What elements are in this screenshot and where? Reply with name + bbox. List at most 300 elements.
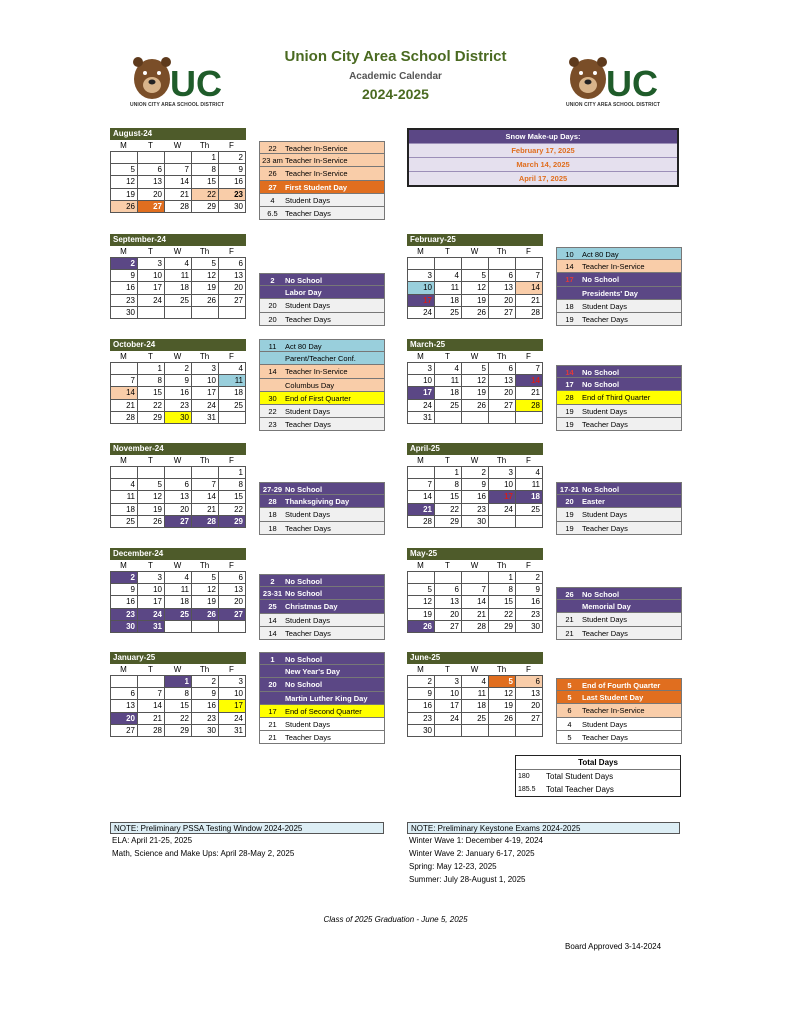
day-cell: 20	[111, 713, 138, 725]
day-cell	[192, 621, 219, 633]
legend-row	[259, 495, 385, 508]
day-cell: 17	[138, 596, 165, 608]
day-cell: 2	[111, 258, 138, 270]
legend-date: 14	[565, 262, 574, 272]
week-row	[408, 387, 543, 399]
day-cell: 25	[435, 307, 462, 319]
week-row	[111, 700, 246, 712]
legend-label: No School	[285, 276, 323, 285]
day-cell: 13	[516, 688, 543, 700]
snow-title: Snow Make-up Days:	[409, 130, 677, 143]
legend-date: 23-31	[262, 589, 283, 599]
legend-row	[556, 313, 682, 326]
day-cell: 3	[489, 467, 516, 479]
day-cell: 4	[435, 270, 462, 282]
day-cell: 18	[516, 491, 543, 503]
day-cell: 3	[435, 676, 462, 688]
day-cell: 27	[435, 621, 462, 633]
day-cell	[516, 516, 543, 528]
day-cell: 10	[192, 375, 219, 387]
legend-row	[556, 247, 682, 260]
legend-row	[556, 391, 682, 404]
legend-date: 4	[567, 719, 572, 729]
day-cell: 18	[165, 596, 192, 608]
day-cell: 9	[462, 479, 489, 491]
day-cell: 30	[462, 516, 489, 528]
day-cell	[111, 676, 138, 688]
day-cell: 24	[138, 609, 165, 621]
legend-row	[259, 405, 385, 418]
day-cell: 2	[111, 572, 138, 584]
week-row	[111, 713, 246, 725]
day-cell: 5	[138, 479, 165, 491]
legend-date: 23	[268, 420, 277, 430]
month-legend	[556, 587, 682, 640]
day-cell: 9	[165, 375, 192, 387]
legend-row	[259, 731, 385, 744]
day-cell: 8	[435, 479, 462, 491]
day-cell: 14	[111, 387, 138, 399]
day-cell: 10	[408, 375, 435, 387]
day-cell: 6	[489, 270, 516, 282]
week-row	[408, 491, 543, 503]
day-cell: 4	[462, 676, 489, 688]
day-cell	[165, 467, 192, 479]
svg-text:UC: UC	[606, 63, 658, 104]
legend-date: 21	[565, 628, 574, 638]
week-row	[408, 400, 543, 412]
day-cell: 17	[408, 387, 435, 399]
day-cell: 12	[408, 596, 435, 608]
legend-label: Teacher In-Service	[285, 144, 348, 153]
day-cell: 5	[408, 584, 435, 596]
district-title: Union City Area School District	[284, 48, 507, 65]
legend-row	[259, 508, 385, 521]
legend-row	[259, 154, 385, 167]
day-cell: 11	[435, 282, 462, 294]
legend-row	[556, 718, 682, 731]
week-row	[408, 596, 543, 608]
weekday-header	[110, 246, 246, 257]
legend-label: Martin Luther King Day	[285, 693, 368, 703]
day-cell: 9	[192, 688, 219, 700]
day-cell: 6	[219, 572, 246, 584]
day-cell: 18	[462, 700, 489, 712]
day-grid	[110, 257, 246, 319]
legend-date: 19	[565, 419, 574, 429]
week-row	[408, 609, 543, 621]
legend-label: No School	[285, 680, 323, 690]
logo-caption: UNION CITY AREA SCHOOL DISTRICT	[566, 102, 661, 108]
day-cell: 4	[165, 572, 192, 584]
weekday-label: T	[445, 561, 450, 570]
weekday-label: M	[120, 561, 127, 570]
day-cell: 10	[219, 688, 246, 700]
legend-date: 11	[268, 342, 277, 351]
week-row	[111, 189, 246, 201]
day-grid	[407, 362, 543, 424]
month-name: November-24	[110, 443, 246, 455]
day-cell	[408, 572, 435, 584]
legend-row	[556, 627, 682, 640]
month-name: December-24	[110, 548, 246, 560]
legend-row	[259, 718, 385, 731]
month-legend	[556, 482, 682, 535]
legend-date	[260, 692, 285, 704]
weekday-label: W	[173, 665, 182, 674]
legend-row	[556, 508, 682, 521]
day-cell: 29	[435, 516, 462, 528]
day-cell: 23	[192, 713, 219, 725]
day-cell: 13	[138, 176, 165, 188]
legend-label: Act 80 Day	[582, 250, 619, 259]
day-cell: 22	[489, 609, 516, 621]
day-cell: 18	[435, 295, 462, 307]
weekday-label: Th	[496, 247, 507, 256]
day-cell: 12	[462, 282, 489, 294]
weekday-header	[407, 664, 543, 675]
day-cell	[111, 152, 138, 164]
month-legend	[259, 141, 385, 220]
legend-label: Teacher Days	[582, 523, 628, 533]
day-cell: 5	[462, 363, 489, 375]
legend-date: 27	[268, 182, 277, 192]
legend-date: 22	[268, 144, 277, 153]
day-cell: 11	[111, 491, 138, 503]
day-cell: 30	[516, 621, 543, 633]
week-row	[111, 621, 246, 633]
day-cell: 14	[408, 491, 435, 503]
day-cell: 28	[111, 412, 138, 424]
day-cell: 6	[165, 479, 192, 491]
day-cell: 5	[192, 572, 219, 584]
day-cell: 22	[219, 504, 246, 516]
legend-row	[259, 482, 385, 495]
day-cell: 1	[219, 467, 246, 479]
bear-logo-icon	[130, 52, 222, 104]
week-row	[408, 516, 543, 528]
weekday-label: F	[229, 247, 234, 256]
day-cell: 7	[408, 479, 435, 491]
day-cell: 6	[489, 363, 516, 375]
day-cell: 23	[165, 400, 192, 412]
day-cell: 13	[489, 282, 516, 294]
legend-date: 28	[268, 497, 277, 507]
day-cell: 25	[165, 295, 192, 307]
day-cell: 12	[111, 176, 138, 188]
note-heading: NOTE: Preliminary Keystone Exams 2024-2025	[407, 822, 680, 834]
day-cell: 28	[516, 400, 543, 412]
weekday-label: W	[173, 141, 182, 150]
week-row	[111, 584, 246, 596]
snow-date: April 17, 2025	[409, 171, 677, 185]
legend-date: 14	[565, 368, 574, 377]
legend-label: First Student Day	[285, 182, 348, 192]
week-row	[408, 282, 543, 294]
day-cell: 9	[111, 270, 138, 282]
legend-row	[259, 352, 385, 365]
day-cell: 16	[165, 387, 192, 399]
bear-logo-icon	[566, 52, 658, 104]
legend-date: 6	[567, 706, 572, 716]
day-cell: 28	[165, 201, 192, 213]
day-cell: 10	[138, 270, 165, 282]
day-cell: 19	[111, 189, 138, 201]
month-block	[407, 443, 543, 528]
weekday-label: W	[470, 352, 479, 361]
day-cell: 11	[462, 688, 489, 700]
day-cell: 3	[138, 572, 165, 584]
legend-date	[260, 665, 285, 677]
week-row	[408, 270, 543, 282]
day-cell: 22	[192, 189, 219, 201]
month-block	[110, 548, 246, 633]
legend-row	[556, 587, 682, 600]
legend-row	[556, 378, 682, 391]
legend-label: Presidents' Day	[582, 288, 638, 298]
day-cell: 20	[138, 189, 165, 201]
day-cell: 18	[111, 504, 138, 516]
day-cell	[408, 467, 435, 479]
day-cell: 16	[111, 282, 138, 294]
day-cell: 2	[192, 676, 219, 688]
day-cell: 2	[165, 363, 192, 375]
day-cell: 27	[165, 516, 192, 528]
day-cell: 26	[192, 295, 219, 307]
day-cell: 4	[219, 363, 246, 375]
week-row	[408, 363, 543, 375]
legend-row	[259, 392, 385, 405]
week-row	[408, 713, 543, 725]
day-cell: 29	[165, 725, 192, 737]
day-cell: 30	[408, 725, 435, 737]
day-cell: 23	[462, 504, 489, 516]
legend-label: No School	[582, 485, 620, 494]
snow-makeup-days	[407, 128, 679, 187]
day-cell: 12	[192, 584, 219, 596]
day-cell: 10	[435, 688, 462, 700]
week-row	[111, 596, 246, 608]
day-cell: 17	[192, 387, 219, 399]
day-cell: 12	[192, 270, 219, 282]
day-cell: 1	[435, 467, 462, 479]
day-cell: 16	[516, 596, 543, 608]
legend-date: 5	[567, 693, 572, 703]
day-cell	[435, 725, 462, 737]
legend-date: 17	[565, 380, 574, 390]
district-logo-left	[130, 52, 225, 110]
day-cell: 8	[165, 688, 192, 700]
day-cell: 9	[111, 584, 138, 596]
month-legend	[259, 273, 385, 326]
day-cell: 8	[219, 479, 246, 491]
note-line: Winter Wave 2: January 6-17, 2025	[409, 849, 535, 858]
legend-label: No School	[582, 590, 620, 599]
legend-label: Teacher In-Service	[285, 156, 348, 166]
day-cell: 31	[138, 621, 165, 633]
legend-row	[259, 574, 385, 587]
day-cell: 21	[408, 504, 435, 516]
weekday-label: F	[229, 141, 234, 150]
weekday-label: Th	[496, 665, 507, 674]
day-cell: 19	[489, 700, 516, 712]
day-cell: 18	[165, 282, 192, 294]
legend-date: 19	[565, 523, 574, 533]
legend-date: 6.5	[267, 208, 278, 218]
legend-row	[556, 273, 682, 286]
week-row	[111, 516, 246, 528]
weekday-label: W	[470, 456, 479, 465]
weekday-header	[110, 560, 246, 571]
legend-date: 17-21	[559, 485, 580, 494]
day-cell	[516, 725, 543, 737]
legend-row	[556, 522, 682, 535]
day-cell: 31	[408, 412, 435, 424]
day-cell: 1	[165, 676, 192, 688]
month-name: August-24	[110, 128, 246, 140]
week-row	[408, 258, 543, 270]
day-cell: 21	[516, 387, 543, 399]
snow-date: February 17, 2025	[409, 143, 677, 157]
weekday-label: T	[148, 352, 153, 361]
day-cell: 19	[192, 596, 219, 608]
legend-label: Teacher Days	[285, 208, 331, 218]
weekday-label: T	[148, 141, 153, 150]
month-name: October-24	[110, 339, 246, 351]
day-cell: 20	[219, 282, 246, 294]
day-cell: 23	[219, 189, 246, 201]
legend-row	[259, 273, 385, 286]
legend-row	[259, 652, 385, 665]
week-row	[408, 307, 543, 319]
legend-row	[259, 181, 385, 194]
legend-label: Student Days	[582, 719, 628, 729]
day-cell: 6	[219, 258, 246, 270]
weekday-label: T	[445, 352, 450, 361]
weekday-label: F	[229, 352, 234, 361]
legend-label: Student Days	[582, 510, 628, 520]
legend-label: No School	[582, 275, 620, 285]
day-cell: 26	[408, 621, 435, 633]
legend-row	[556, 678, 682, 691]
day-cell: 19	[138, 504, 165, 516]
day-cell: 2	[408, 676, 435, 688]
legend-row	[259, 614, 385, 627]
weekday-label: T	[148, 247, 153, 256]
week-row	[111, 491, 246, 503]
day-cell: 1	[489, 572, 516, 584]
legend-label: Teacher Days	[582, 732, 628, 742]
legend-row	[259, 418, 385, 431]
legend-label: End of Third Quarter	[582, 393, 651, 403]
day-cell: 13	[165, 491, 192, 503]
legend-row	[556, 405, 682, 418]
legend-row	[259, 627, 385, 640]
weekday-label: Th	[199, 665, 210, 674]
week-row	[111, 201, 246, 213]
day-cell	[462, 572, 489, 584]
day-cell: 27	[516, 713, 543, 725]
total-row	[516, 783, 680, 796]
legend-label: Student Days	[285, 195, 331, 205]
week-row	[111, 164, 246, 176]
day-grid	[110, 151, 246, 213]
note-line: Summer: July 28-August 1, 2025	[409, 875, 526, 884]
month-name: May-25	[407, 548, 543, 560]
day-cell: 3	[138, 258, 165, 270]
legend-date: 19	[565, 510, 574, 520]
legend-label: Last Student Day	[582, 693, 644, 703]
legend-date: 17	[268, 706, 277, 716]
weekday-header	[110, 455, 246, 466]
day-cell: 3	[219, 676, 246, 688]
note-line: Winter Wave 1: December 4-19, 2024	[409, 836, 543, 845]
day-cell: 19	[462, 387, 489, 399]
legend-label: No School	[285, 655, 323, 664]
day-cell: 19	[192, 282, 219, 294]
legend-date: 21	[268, 733, 277, 743]
day-cell: 26	[462, 400, 489, 412]
day-cell	[192, 467, 219, 479]
legend-row	[556, 300, 682, 313]
legend-label: Student Days	[582, 301, 628, 311]
legend-label: Student Days	[582, 615, 628, 625]
legend-row	[556, 482, 682, 495]
legend-row	[259, 665, 385, 678]
month-block	[407, 652, 543, 737]
legend-date: 1	[270, 655, 275, 664]
board-approval: Board Approved 3-14-2024	[565, 942, 662, 951]
total-value: 180	[518, 773, 530, 780]
legend-label: Student Days	[285, 406, 331, 416]
legend-row	[556, 704, 682, 717]
day-cell: 26	[192, 609, 219, 621]
legend-date: 19	[565, 314, 574, 324]
day-cell: 12	[489, 688, 516, 700]
week-row	[111, 400, 246, 412]
day-cell	[138, 152, 165, 164]
day-cell	[165, 152, 192, 164]
month-legend	[556, 247, 682, 326]
day-grid	[110, 675, 246, 737]
week-row	[408, 688, 543, 700]
day-cell: 14	[516, 282, 543, 294]
day-cell: 17	[138, 282, 165, 294]
day-cell: 5	[192, 258, 219, 270]
day-cell: 23	[408, 713, 435, 725]
weekday-header	[110, 140, 246, 151]
legend-label: Labor Day	[285, 288, 322, 298]
week-row	[111, 479, 246, 491]
day-cell	[489, 412, 516, 424]
weekday-label: T	[148, 456, 153, 465]
weekday-label: M	[120, 141, 127, 150]
weekday-label: M	[120, 352, 127, 361]
weekday-label: M	[417, 561, 424, 570]
day-cell: 29	[138, 412, 165, 424]
day-cell	[462, 725, 489, 737]
legend-label: Teacher Days	[285, 314, 331, 324]
day-cell: 16	[111, 596, 138, 608]
day-cell: 3	[192, 363, 219, 375]
weekday-label: W	[173, 561, 182, 570]
legend-label: No School	[582, 380, 620, 390]
legend-row	[259, 286, 385, 299]
weekday-label: M	[120, 665, 127, 674]
pssa-note	[110, 822, 384, 860]
day-cell: 3	[408, 363, 435, 375]
total-value: 185.5	[518, 786, 536, 793]
